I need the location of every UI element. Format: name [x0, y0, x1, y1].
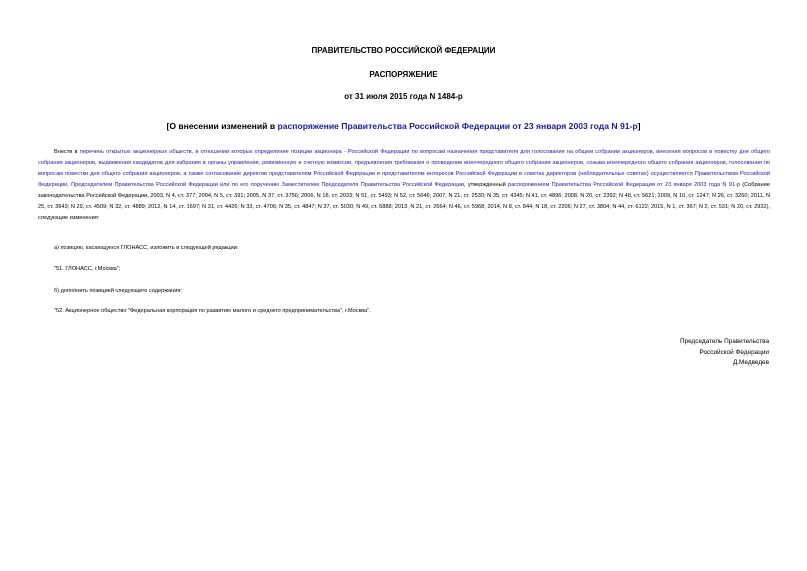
- item-a: а) позицию, касающуюся ГЛОНАСС, изложить в следующей редакции:: [54, 245, 239, 251]
- signature-name: Д.Медведев: [732, 359, 769, 366]
- item-b: б) дополнить позицией следующего содержания:: [54, 288, 182, 294]
- item-quote-52: "52. Акционерное общество "Федеральная корпорация по развитию малого и среднего предпринимательства", г.Москва".: [54, 308, 371, 314]
- main-part2: , утвержденный: [463, 182, 509, 188]
- document-title: [0, 121, 807, 131]
- signature-country: Российской Федерации: [699, 348, 769, 356]
- signature-title: Председатель Правительства: [680, 338, 769, 345]
- document-date: от 31 июля 2015 года N 1484-р: [344, 92, 463, 101]
- title-open: [О внесении изменений в: [166, 121, 278, 131]
- signature-block: [509, 337, 769, 369]
- title-link[interactable]: распоряжение Правительства Российской Федерации от 23 января 2003 года N 91-р: [277, 121, 638, 131]
- main-part3: (Собрание законодательства Российской Федерации, 2003, N 4, ст. 377; 2004, N 5, ст. 391; 2005, N 37, ст. 3756; 2006, N 18, ст. 2033; N 51, ст. 5493; N 52, ст. 5646; 2007, N 21, ст. 2530; N 35, ст. 4345; N 41, ст. 4896; 2008, N 20, ст. 2392; N 48, ст. 5621; 2009, N 10, ст. 1247; N 26, ст. 3260; 2011, N 25, ст. 3643; N 29, ст. 4509; N 32, ст. 4889; 2012, N 14, ст. 1697; N 31, ст. 4426; N 33, ст. 4706; N 35, ст. 4847; N 37, ст. 5030; N 49, ст. 6888; 2013, N 21, ст. 2664; N 46, ст. 5968; 2014, N 8, ст. 844; N 18, ст. 2206; N 27, ст. 3804; N 44, ст. 6122; 2015, N 1, ст. 367; N 2, ст. 531; N 20, ст. 2932), следующие изменения:: [38, 182, 770, 221]
- item-quote-51: "51. ГЛОНАСС, г.Москва";: [54, 266, 121, 272]
- main-link-order[interactable]: распоряжением Правительства Российской Федерации от 23 января 2003 года N 91-р: [508, 182, 740, 188]
- document-kind: РАСПОРЯЖЕНИЕ: [369, 70, 438, 79]
- title-close: ]: [637, 121, 641, 131]
- main-link-list[interactable]: перечень открытых акционерных обществ, в отношении которых определение позиции акционера - Российской Федерации по вопросам назначения представителя для голосования на общем собрании акционеров, внесения вопросов в повестку дня общего собрания акционеров, выдвижения кандидатов для избрания в органы управления, ревизионную и счетную комиссии, предъявления требования о проведении внеочередного общего собрания акционеров, созыва внеочередного общего собрания акционеров, голосования по вопросам повестки дня общего собрания акционеров, а также согласование директив представителям Российской Федерации и представителям интересов Российской Федерации в советах директоров (наблюдательных советах) осуществляется Правительством Российской Федерации, Председателем Правительства Российской Федерации или по его поручению Заместителем Председателя Правительства Российской Федерации: [38, 149, 770, 188]
- main-part1: Внести в: [54, 149, 80, 155]
- main-paragraph: [38, 147, 770, 224]
- government-heading: ПРАВИТЕЛЬСТВО РОССИЙСКОЙ ФЕДЕРАЦИИ: [311, 46, 496, 55]
